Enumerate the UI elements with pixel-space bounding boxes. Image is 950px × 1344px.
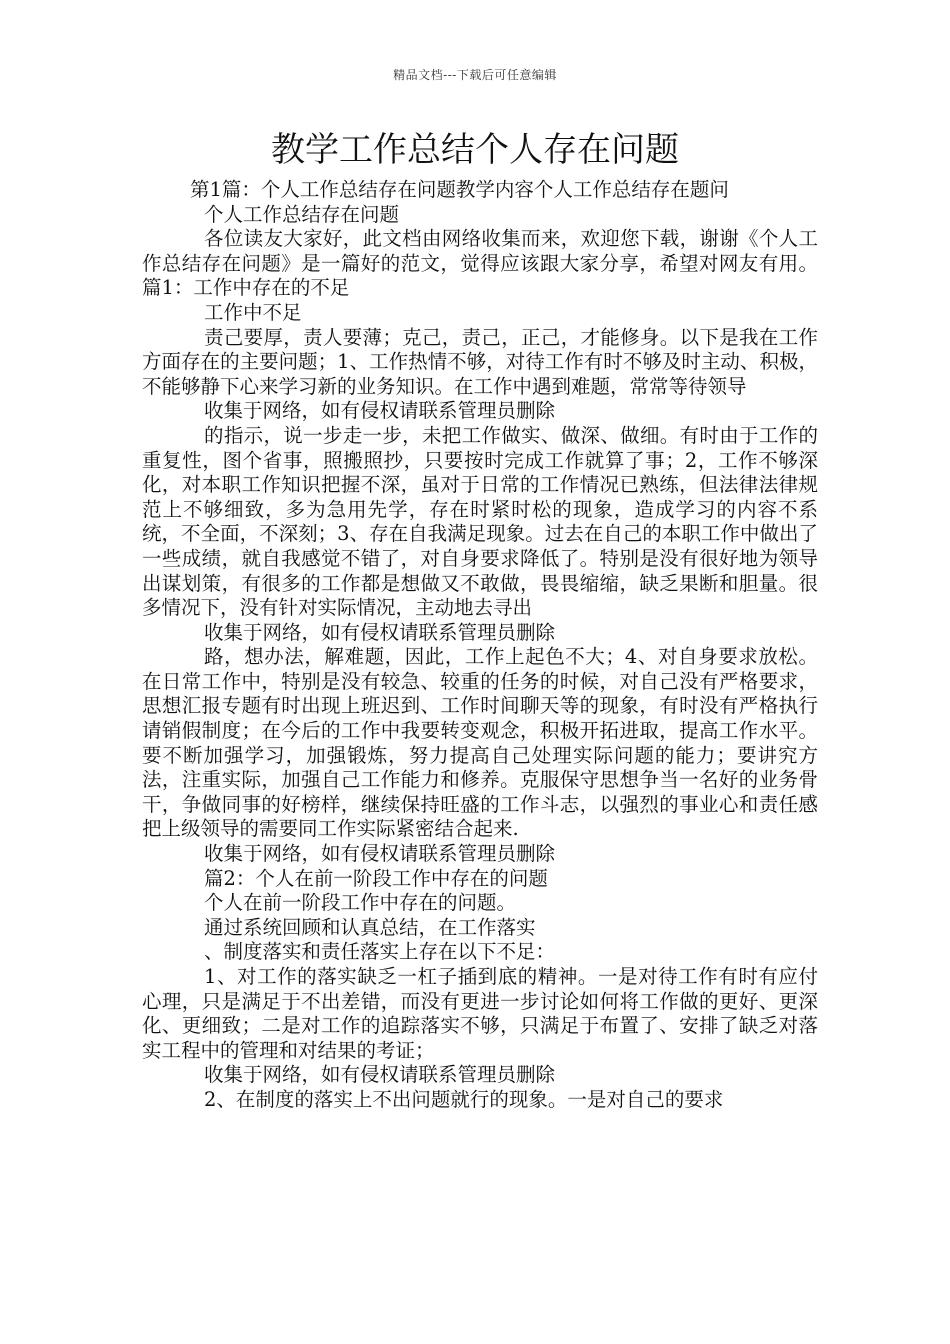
page-header: 精品文档---下载后可任意编辑 (393, 68, 557, 82)
subheading: 工作中不足 (204, 300, 302, 324)
paragraph: 各位读友大家好，此文档由网络收集而来，欢迎您下载，谢谢《个人工作总结存在问题》是一篇好的范文，觉得应该跟大家分享，希望对网友有用。篇1：工作中存在的不足 (142, 227, 818, 300)
document-body (142, 178, 818, 1113)
section-heading: 第1篇：个人工作总结存在问题教学内容个人工作总结存在题问 (190, 178, 729, 201)
subheading: 个人工作总结存在问题 (204, 202, 400, 226)
paragraph: 责己要厚，责人要薄；克己，责己，正己，才能修身。以下是我在工作方面存在的主要问题；1、工作热情不够，对待工作有时不够及时主动、积极，不能够静下心来学习新的业务知识。在工作中遇到难题，常常等待领导 (142, 325, 818, 398)
paragraph: 1、对工作的落实缺乏一杠子插到底的精神。一是对待工作有时有应付心理，只是满足于不出差错，而没有更进一步讨论如何将工作做的更好、更深化、更细致；二是对工作的追踪落实不够，只满足于布置了、安排了缺乏对落实工程中的管理和对结果的考证； (142, 965, 818, 1062)
document-title: 教学工作总结个人存在问题 (271, 130, 679, 170)
paragraph: 、制度落实和责任落实上存在以下不足： (204, 940, 556, 964)
subheading: 个人在前一阶段工作中存在的问题。 (204, 891, 517, 915)
paragraph: 路，想办法，解难题，因此，工作上起色不大；4、对自身要求放松。在日常工作中，特别是没有较急、较重的任务的时候，对自己没有严格要求，思想汇报专题有时出现上班迟到、工作时间聊天等的现象，有时没有严格执行请销假制度；在今后的工作中我要转变观念，积极开拓进取，提高工作水平。要不断加强学习，加强锻炼，努力提高自己处理实际问题的能力；要讲究方法，注重实际，加强自己工作能力和修养。克服保守思想争当一名好的业务骨干，争做同事的好榜样，继续保持旺盛的工作斗志，以强烈的事业心和责任感把上级领导的需要同工作实际紧密结合起来. (142, 645, 818, 841)
copyright-notice: 收集于网络，如有侵权请联系管理员删除 (204, 620, 556, 644)
section-heading: 篇2：个人在前一阶段工作中存在的问题 (204, 866, 548, 890)
copyright-notice: 收集于网络，如有侵权请联系管理员删除 (204, 1063, 556, 1087)
paragraph: 的指示，说一步走一步，未把工作做实、做深、做细。有时由于工作的重复性，图个省事，照搬照抄，只要按时完成工作就算了事；2，工作不够深化，对本职工作知识把握不深，虽对于日常的工作情况已熟练，但法律法律规范上不够细致，多为急用先学，存在时紧时松的现象，造成学习的内容不系统，不全面，不深刻；3、存在自我满足现象。过去在自己的本职工作中做出了一些成绩，就自我感觉不错了，对自身要求降低了。特别是没有很好地为领导出谋划策，有很多的工作都是想做又不敢做，畏畏缩缩，缺乏果断和胆量。很多情况下，没有针对实际情况，主动地去寻出 (142, 423, 818, 620)
copyright-notice: 收集于网络，如有侵权请联系管理员删除 (204, 399, 556, 423)
paragraph: 2、在制度的落实上不出问题就行的现象。一是对自己的要求 (204, 1087, 724, 1111)
paragraph: 通过系统回顾和认真总结，在工作落实 (204, 915, 536, 939)
copyright-notice: 收集于网络，如有侵权请联系管理员删除 (204, 842, 556, 866)
